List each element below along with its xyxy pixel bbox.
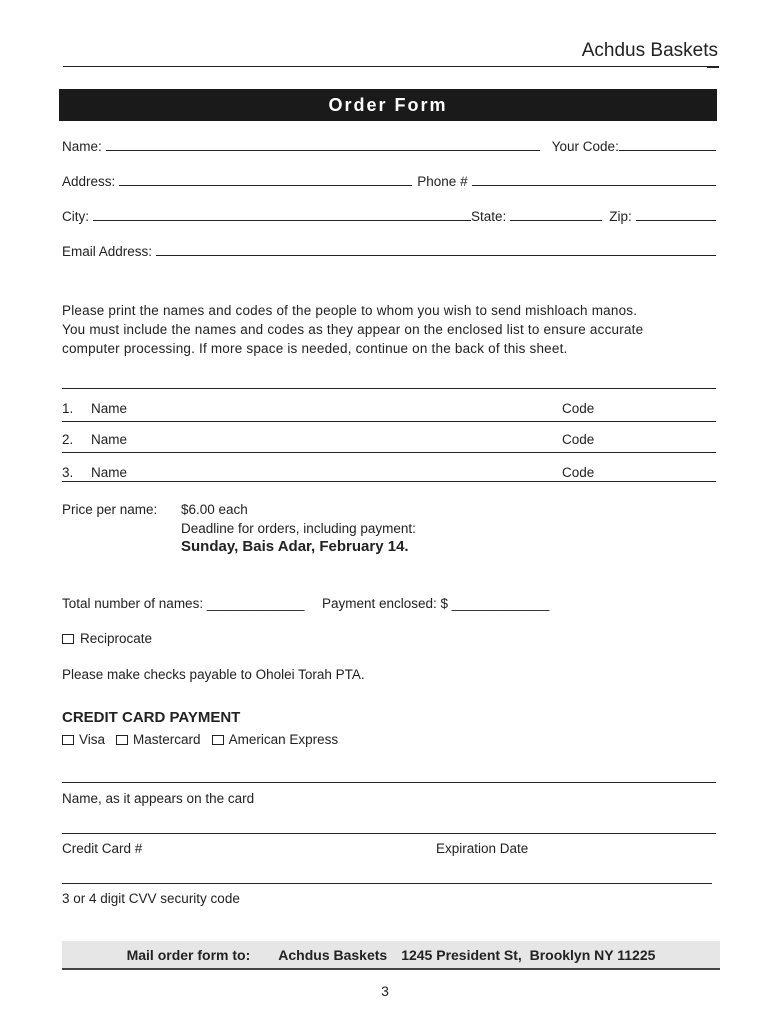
amex-checkbox[interactable] (212, 735, 224, 745)
mastercard-checkbox[interactable] (116, 735, 128, 745)
reciprocate-checkbox[interactable] (62, 634, 74, 644)
totals-row (62, 596, 549, 611)
state-field[interactable] (510, 208, 602, 221)
reciprocate-row[interactable] (62, 631, 152, 646)
your-code-label: Your Code: (551, 139, 619, 154)
checks-payable-note: Please make checks payable to Oholei Torah PTA. (62, 667, 365, 682)
card-number-field[interactable] (62, 833, 716, 834)
card-name-field[interactable] (62, 782, 716, 783)
email-label: Email Address: (62, 244, 153, 259)
name-label: Name: (62, 139, 102, 154)
entry-number: 2. (62, 432, 74, 447)
email-field[interactable] (156, 243, 716, 256)
zip-label: Zip: (609, 209, 632, 224)
entry-code-label: Code (562, 465, 595, 480)
instructions-line-1: Please print the names and codes of the people to whom you wish to send mishloach manos. (62, 303, 638, 318)
order-form-banner: Order Form (59, 89, 717, 121)
state-label: State: (471, 209, 507, 224)
entries-top-rule (62, 388, 716, 389)
amex-option[interactable] (212, 732, 339, 747)
mastercard-option[interactable] (116, 732, 201, 747)
entry-name-label: Name (91, 401, 128, 416)
entry-rule (62, 421, 716, 422)
zip-field[interactable] (636, 208, 716, 221)
phone-label: Phone # (417, 174, 468, 189)
email-row (62, 239, 716, 259)
entry-number: 3. (62, 465, 74, 480)
entry-rule (62, 452, 716, 453)
address-label: Address: (62, 174, 116, 189)
name-field[interactable] (106, 138, 540, 151)
header-tick (707, 66, 719, 68)
visa-label: Visa (79, 732, 106, 747)
mail-to-bar (62, 941, 720, 970)
page-number: 3 (381, 983, 389, 999)
city-label: City: (62, 209, 89, 224)
header-title: Achdus Baskets (581, 40, 718, 61)
total-names-field[interactable]: Total number of names: _____________ (62, 596, 305, 611)
instructions-line-2: You must include the names and codes as they appear on the enclosed list to ensure accurate (62, 322, 644, 337)
entry-number: 1. (62, 401, 74, 416)
entry-row[interactable] (62, 465, 716, 485)
reciprocate-label: Reciprocate (80, 631, 153, 646)
card-name-label: Name, as it appears on the card (62, 791, 255, 806)
entry-row[interactable] (62, 432, 716, 452)
entry-name-label: Name (91, 432, 128, 447)
payment-field[interactable]: Payment enclosed: $ _____________ (321, 596, 550, 611)
credit-card-title: CREDIT CARD PAYMENT (62, 709, 241, 726)
your-code-field[interactable] (619, 138, 716, 151)
card-type-options (62, 732, 344, 747)
price-label: Price per name: (62, 502, 158, 517)
mail-org: Achdus Baskets (278, 946, 388, 963)
entry-rule (62, 481, 716, 482)
deadline-date: Sunday, Bais Adar, February 14. (181, 538, 409, 555)
entry-code-label: Code (562, 432, 595, 447)
city-row (62, 204, 716, 224)
instructions-line-3: computer processing. If more space is needed, continue on the back of this sheet. (62, 341, 568, 356)
mail-label: Mail order form to: (126, 946, 251, 963)
address-row (62, 169, 716, 189)
price-value: $6.00 each (181, 502, 248, 517)
instructions (62, 301, 722, 358)
deadline-label: Deadline for orders, including payment: (181, 521, 416, 536)
entry-code-label: Code (562, 401, 595, 416)
visa-checkbox[interactable] (62, 735, 74, 745)
header-rule (63, 66, 717, 67)
expiration-label: Expiration Date (436, 841, 529, 856)
city-field[interactable] (93, 208, 471, 221)
name-row (62, 134, 716, 154)
cvv-field[interactable] (62, 883, 712, 884)
entry-row[interactable] (62, 401, 716, 421)
entry-name-label: Name (91, 465, 128, 480)
amex-label: American Express (228, 732, 339, 747)
phone-field[interactable] (472, 173, 716, 186)
address-field[interactable] (119, 173, 412, 186)
visa-option[interactable] (62, 732, 105, 747)
card-number-label: Credit Card # (62, 841, 143, 856)
cvv-label: 3 or 4 digit CVV security code (62, 891, 240, 906)
mail-address: 1245 President St, Brooklyn NY 11225 (401, 946, 656, 963)
mastercard-label: Mastercard (133, 732, 201, 747)
